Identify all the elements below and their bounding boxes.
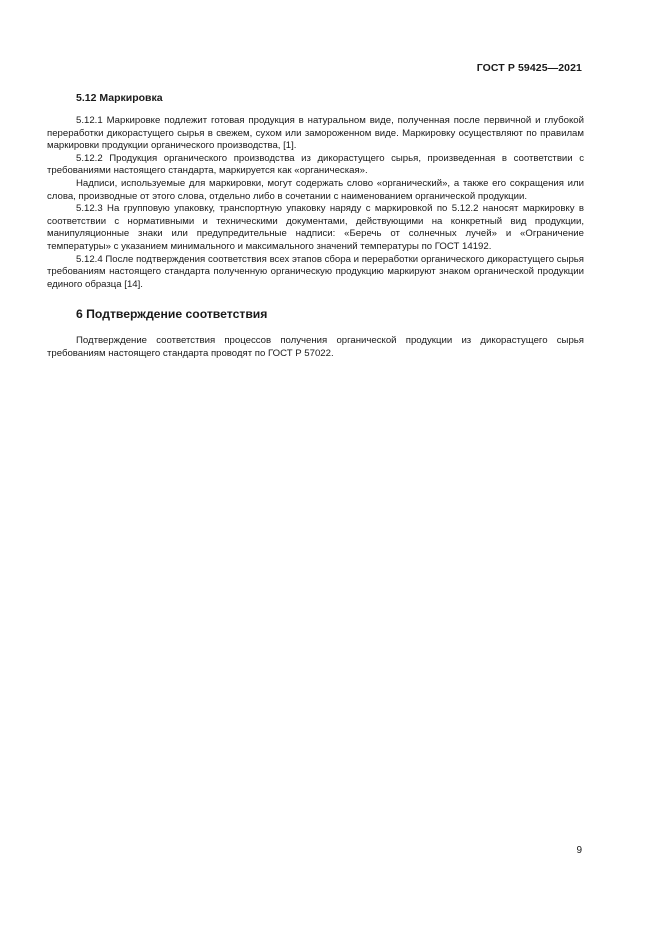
page-number: 9 [576,845,582,856]
paragraph-conformity: Подтверждение соответствия процессов получения органической продукции из дикорастущего сырья требованиям настоящего стандарта проводят по ГОСТ Р 57022. [47,335,584,359]
subsection-title-marking: 5.12 Маркировка [76,92,163,104]
paragraph-inscriptions: Надписи, используемые для маркировки, могут содержать слово «органический», а также его сокращения или слова, производные от этого слова, отдельно либо в сочетании с наименованием органической продукции. [47,177,584,202]
paragraph-5-12-3: 5.12.3 На групповую упаковку, транспортную упаковку наряду с маркировкой по 5.12.2 наносят маркировку в соответствии с нормативными и техническими документами, действующими на конкретный вид продукции, манипуляционные знаки или предупредительные надписи: «Беречь от солнечных лучей» и «Ограничение температуры» с указанием минимального и максимального значений температуры по ГОСТ 14192. [47,203,584,252]
paragraph-5-12-1: 5.12.1 Маркировке подлежит готовая продукция в натуральном виде, полученная после первичной и глубокой переработки дикорастущего сырья в свежем, сухом или замороженном виде. Маркировку осуществляют по правилам маркировки продукции органического производства, [1]. [47,115,584,152]
section-title-conformity: 6 Подтверждение соответствия [76,307,268,322]
paragraph-5-12-2: 5.12.2 Продукция органического производства из дикорастущего сырья, произведенная в соответствии с требованиями настоящего стандарта, маркируется как «органическая». [47,152,584,177]
paragraph-5-12-4: 5.12.4 После подтверждения соответствия всех этапов сбора и переработки органического дикорастущего сырья требованиям настоящего стандарта полученную органическую продукцию маркируют знаком органической продукции единого образца [14]. [47,253,584,290]
document-code-header: ГОСТ Р 59425—2021 [476,62,582,74]
page-content [47,92,584,361]
